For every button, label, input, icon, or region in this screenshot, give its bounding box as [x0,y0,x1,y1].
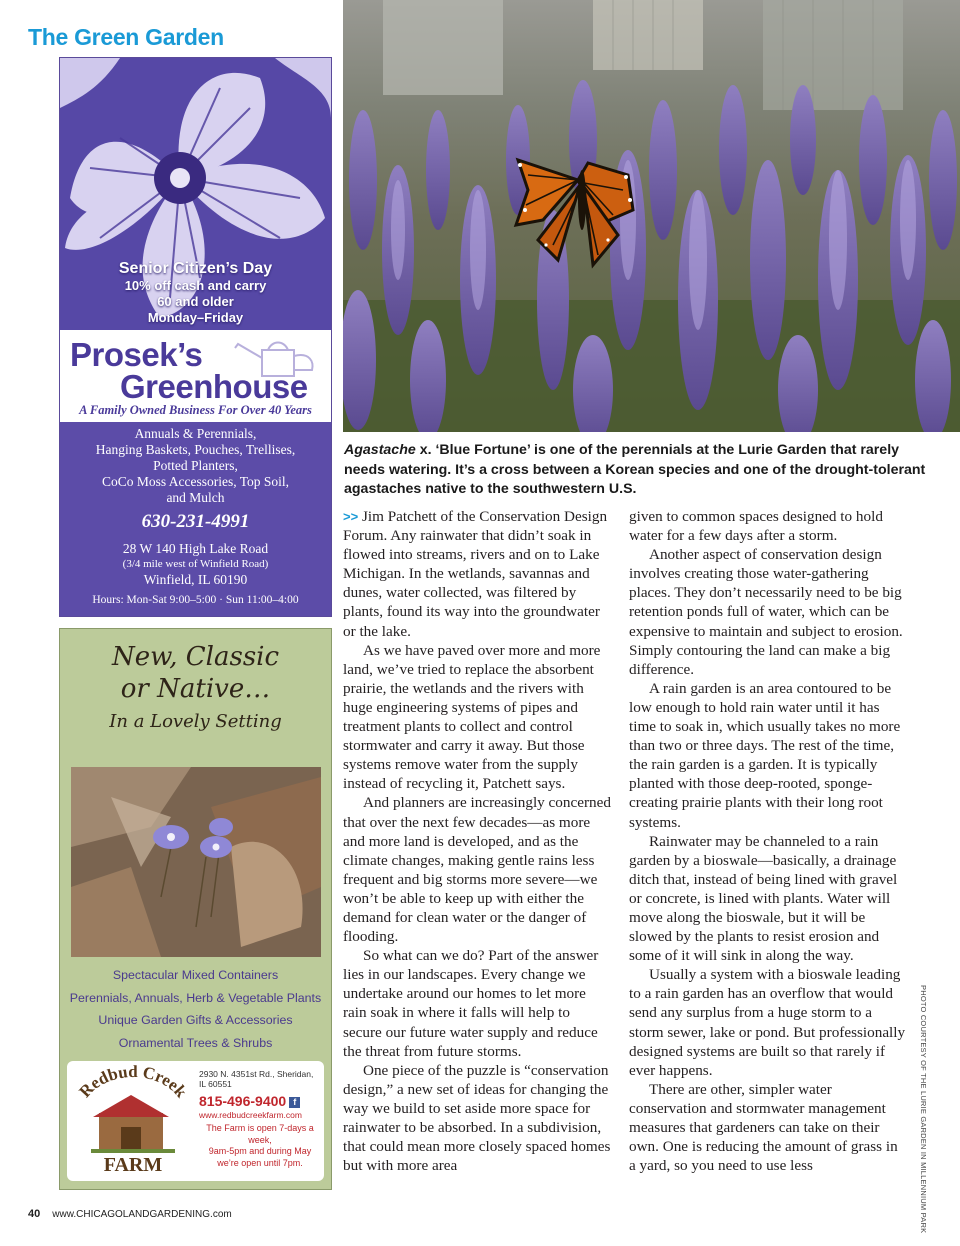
senior-day-promo: Senior Citizen’s Day 10% off cash and carry 60 and older Monday–Friday [118,260,273,325]
ad-address: 28 W 140 High Lake Road (3/4 mile west of Winfield Road) Winfield, IL 60190 [122,541,269,587]
redbud-creek-farm-logo [71,1065,195,1177]
farm-contact [199,1069,321,1169]
article-paragraph: Another aspect of conservation design involves creating those water-gathering places. They don’t necessarily need to be big retention ponds full of water, which can be expensive to maintain and subject to erosion. Simply contouring the land can make a big difference. [629,546,903,678]
article-paragraph: One piece of the puzzle is “conservation design,” a new set of ideas for changing the way we build to set aside more space for rainwater to be absorbed. In a subdivision, that could mean more closely spaced homes but with more area [343,1061,611,1175]
page-number: 40 [28,1208,41,1220]
footer-url[interactable]: www.CHICAGOLANDGARDENING.com [52,1209,232,1220]
ad-phone-number[interactable]: 630-231-4991 [141,511,250,532]
logo-farm-text: FARM [103,1154,163,1176]
brand-name-line2: Greenhouse [120,368,308,405]
ad-hours: Hours: Mon-Sat 9:00–5:00 · Sun 11:00–4:00 [92,594,299,606]
section-title: The Green Garden [28,24,224,50]
hero-photo-agastache-butterfly [343,0,960,432]
farm-website-link[interactable]: www.redbudcreekfarm.com [199,1110,302,1120]
article-paragraph: There are other, simpler water conservation and stormwater management measures that gardeners can take on their own. One is reducing the amount of grass in a yard, so you need to use less [629,1080,898,1175]
article-column-2 [629,507,907,1175]
caption-text: x. ‘Blue Fortune’ is one of the perennials at the Lurie Garden that rarely needs watering. It’s a cross between a Korean species and one of the drought-tolerant agastaches native to the southwestern U.S. [344,442,926,497]
photo-caption [344,441,934,500]
hepatica-flower-photo [71,767,321,957]
article-paragraph: As we have paved over more and more land, we’ve tried to replace the absorbent prairie, the wetlands and the rivers with huge engineering systems of pipes and treatment plants to collect and control stormwater and carry it away. But those systems remove water from the supply instead of recycling it, Patchett says. [343,641,601,793]
farm-phone-row [199,1093,321,1109]
ad-headline: New, Classic or Native… In a Lovely Setting [109,642,282,732]
article-paragraph: A rain garden is an area contoured to be low enough to hold rain water until it has time to soak in, which usually takes no more than two or three days. The rest of the time, the rain garden is a garden. It is typically planted with those deep-rooted, sponge-creating prairie plants with their long root systems. [629,679,901,831]
brand-tagline: A Family Owned Business For Over 40 Years [79,403,312,417]
article-paragraph: >> Jim Patchett of the Conservation Design Forum. Any rainwater that didn’t soak in flowed into streams, rivers and on to Lake Michigan. In the wetlands, savannas and dunes, water collected, was filtered by plants, found its way into the groundwater or the lake. [343,508,608,640]
services-list: Annuals & Perennials, Hanging Baskets, Pouches, Trellises, Potted Planters, CoCo Moss Accessories, Top Soil, and Mulch [95,426,296,505]
photo-credit: PHOTO COURTESY OF THE LURIE GARDEN IN MILLENNIUM PARK [919,985,928,1234]
article-paragraph: Rainwater may be channeled to a rain garden by a bioswale—basically, a drainage ditch that, instead of being lined with gravel or concrete, is lined with plants. Water will move along the bioswale, but it will be slowed by the plants to resist erosion and some of it will sink in along the way. [629,832,898,965]
article-paragraph: And planners are increasingly concerned that over the next few decades—as more and more land is developed, and as the climate changes, making gentle rains less frequent and big storms more severe—we won’t be able to keep up with either the demand for clean water or the danger of flooding. [343,794,611,946]
logo-title-text: Redbud Creek [75,1065,191,1102]
farm-address: 2930 N. 4351st Rd., Sheridan, IL 60551 [199,1069,314,1089]
continuation-marker: >> [343,509,359,524]
article-paragraph: So what can we do? Part of the answer lies in our landscapes. Every change we undertake around our homes to let more rain soak in where it falls will help to secure our future water supply and reduce the threat from future storms. [343,947,599,1060]
farm-hours-note: The Farm is open 7-days a week, 9am-5pm and during May we’re open until 7pm. [206,1123,314,1168]
ad-proseks-greenhouse[interactable] [59,57,332,617]
ad-redbud-creek-farm[interactable] [59,628,332,1190]
farm-phone[interactable]: 815-496-9400 [199,1093,287,1109]
ad-brand-panel [60,330,331,422]
article-paragraph: given to common spaces designed to hold water for a few days after a storm. [629,508,883,545]
facebook-icon[interactable]: f [289,1097,300,1108]
farm-info-card [67,1061,324,1181]
article-column-1 [343,507,611,1175]
brand-name-line1: Prosek’s [70,336,203,373]
article-paragraph: Usually a system with a bioswale leading to a rain garden has an overflow that would send any surplus from a huge storm to a storm sewer, lake or pond. But professionally designed systems are built so that rarely if ever happens. [629,966,906,1079]
page-footer [28,1208,232,1220]
caption-genus: Agastache [344,442,416,458]
offerings-list: Spectacular Mixed Containers Perennials, Annuals, Herb & Vegetable Plants Unique Garden Gifts & Accessories Ornamental Trees & Shrubs [69,968,322,1050]
watering-can-icon [232,338,322,380]
